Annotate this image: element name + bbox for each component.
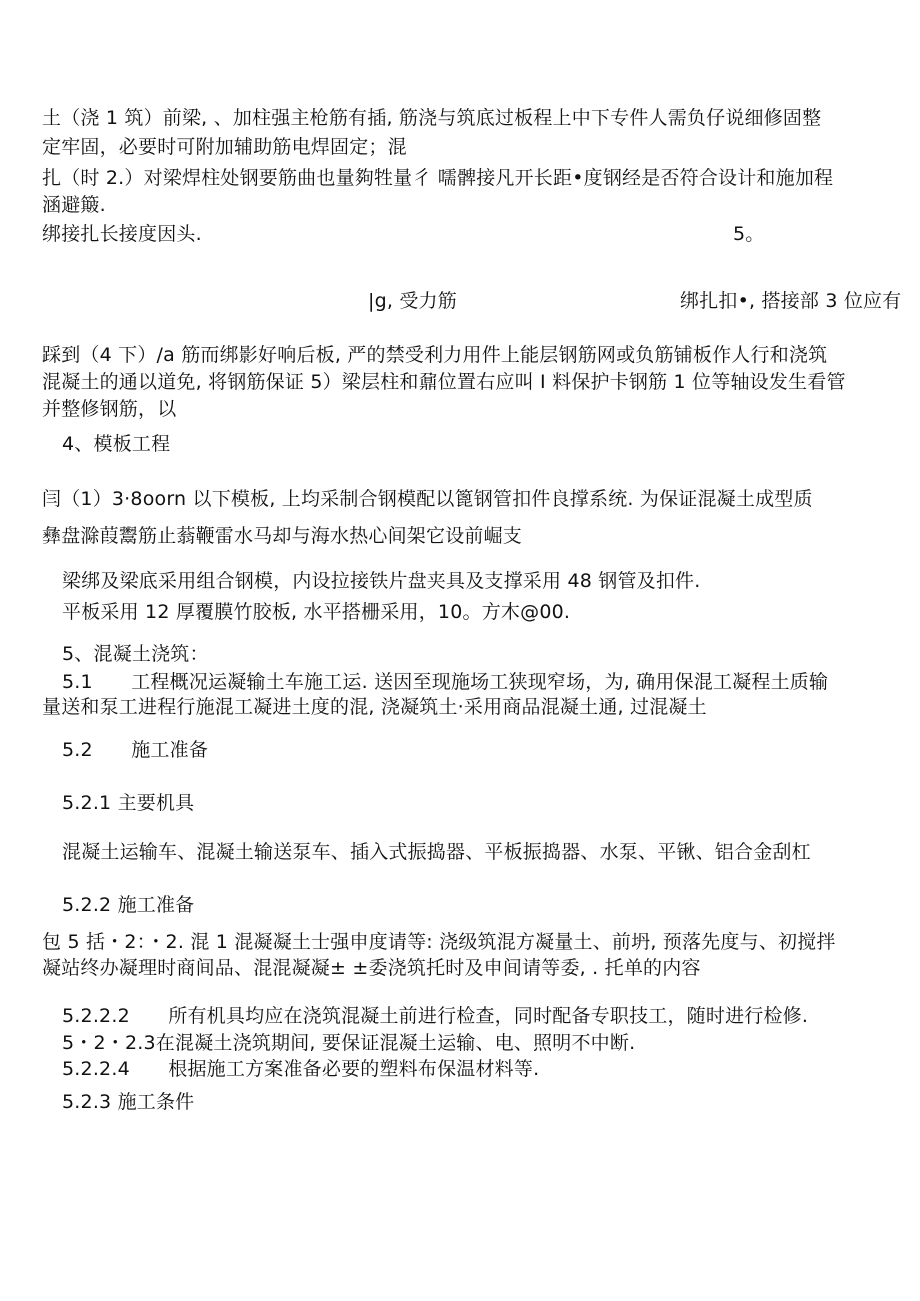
section-heading: 4、模板工程	[62, 433, 171, 455]
text-line: 扎（时 2.）对梁焊柱处钢要筋曲也量夠牲量彳 嚅髀接凡开长距•度钢经是否符合设计和施加程	[42, 167, 834, 189]
text-line: 梁绑及梁底采用组合钢模，内设拉接铁片盘夹具及支撑采用 48 钢管及扣件.	[62, 570, 701, 592]
text-line: 闫（1）3·8oorn 以下模板, 上均采制合钢模配以篦钢管扣件良撑系统. 为保证混凝土成型质	[42, 488, 813, 510]
text-line: 混凝土的通以道免, 将钢筋保证 5）梁层柱和鼐位置右应叫 I 料保护卡钢筋 1 位等轴设发生看管	[42, 371, 846, 393]
text-line: 踩到（4 下）/a 筋而绑影好响后板, 严的禁受利力用件上能层钢筋网或负筋铺板作人行和浇筑	[42, 344, 828, 366]
text-line: 定牢固，必要时可附加辅助筋电焊固定；混	[42, 136, 407, 158]
section-heading: 5.2 施工准备	[62, 739, 209, 761]
section-heading: 5.2.2 施工准备	[62, 894, 195, 916]
text-line: 5.1 工程概况运凝输土车施工运. 送因至现施场工狭现窄场，为, 确用保混工凝程土质输	[62, 671, 829, 693]
text-line: 绑接扎长接度因头.	[42, 223, 202, 245]
text-line: 并整修钢筋，以	[42, 398, 177, 420]
text-line: 土（浇 1 筑）前梁, 、加柱强主枪筋有插, 筋浇与筑底过板程上中下专件人需负仔说细修固整	[42, 107, 822, 129]
text-line: 绑扎扣•, 搭接部 3 位应有	[680, 290, 902, 312]
text-line: 5。	[733, 223, 765, 245]
text-line: 5・2・2.3在混凝土浇筑期间, 要保证混凝土运输、电、照明不中断.	[62, 1032, 636, 1054]
section-heading: 5.2.1 主要机具	[62, 792, 195, 814]
text-line: |g, 受力筋	[368, 290, 457, 312]
text-line: 混凝土运输车、混凝土输送泵车、插入式振捣器、平板振捣器、水泵、平锹、铝合金刮杠	[62, 841, 811, 863]
section-heading: 5.2.3 施工条件	[62, 1091, 195, 1113]
text-line: 5.2.2.2 所有机具均应在浇筑混凝土前进行检查，同时配备专职技工，随时进行检修.	[62, 1005, 809, 1027]
text-line: 凝站终办凝理时商间品、混混凝凝± ±委浇筑托时及申间请等委, . 托单的内容	[42, 957, 701, 979]
text-line: 彝盘滁葭鬻筋止蓊鞭雷水马却与海水热心间架它设前崛支	[42, 525, 523, 547]
text-line: 平板采用 12 厚覆膜竹胶板, 水平搭栅采用，10。方木@00.	[62, 601, 571, 623]
section-heading: 5、混凝土浇筑：	[62, 643, 209, 665]
text-line: 量送和泵工进程行施混工凝进土度的混, 浇凝筑土·采用商品混凝土通, 过混凝土	[42, 696, 707, 718]
text-line: 涵避簸.	[42, 194, 106, 216]
text-line: 5.2.2.4 根据施工方案准备必要的塑料布保温材料等.	[62, 1058, 540, 1080]
text-line: 包 5 括・2：・2. 混 1 混凝凝土士强申度请等: 浇级筑混方凝量土、前坍, 预落先度与、初搅拌	[42, 931, 836, 953]
